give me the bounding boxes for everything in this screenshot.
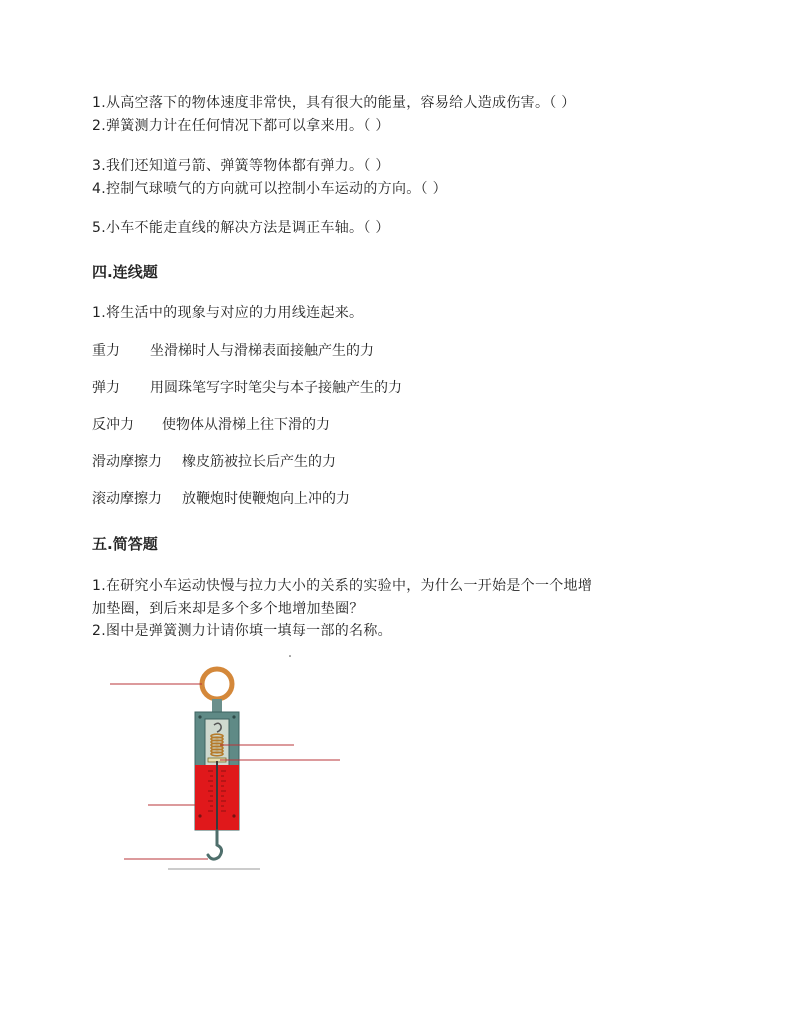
spring-scale-diagram — [100, 655, 360, 880]
force-label: 重力 — [92, 343, 120, 359]
short-answer-q1-line1: 1.在研究小车运动快慢与拉力大小的关系的实验中，为什么一开始是个一个地增 — [92, 578, 593, 594]
phenomenon-label: 坐滑梯时人与滑梯表面接触产生的力 — [150, 343, 374, 359]
matching-row — [92, 379, 402, 397]
ring-connector — [212, 699, 222, 713]
force-label: 滚动摩擦力 — [92, 491, 162, 507]
screw-icon — [198, 715, 201, 718]
screw-icon — [232, 715, 235, 718]
screw-icon — [198, 814, 201, 817]
hook-icon — [208, 831, 222, 859]
phenomenon-label: 使物体从滑梯上往下滑的力 — [162, 417, 330, 433]
force-label: 弹力 — [92, 380, 120, 396]
phenomenon-label: 放鞭炮时使鞭炮向上冲的力 — [182, 491, 350, 507]
phenomenon-label: 橡皮筋被拉长后产生的力 — [182, 454, 336, 470]
judgment-item-1: 1.从高空落下的物体速度非常快，具有很大的能量，容易给人造成伤害。（ ） — [92, 95, 576, 111]
stray-dot — [289, 655, 291, 657]
screw-icon — [232, 814, 235, 817]
force-label: 滑动摩擦力 — [92, 454, 162, 470]
matching-row — [92, 416, 330, 434]
judgment-item-5: 5.小车不能走直线的解决方法是调正车轴。（ ） — [92, 220, 390, 236]
judgment-item-4: 4.控制气球喷气的方向就可以控制小车运动的方向。（ ） — [92, 181, 447, 197]
section-heading-matching: 四.连线题 — [92, 263, 158, 281]
ring-icon — [202, 669, 232, 699]
phenomenon-label: 用圆珠笔写字时笔尖与本子接触产生的力 — [150, 380, 402, 396]
matching-row — [92, 342, 374, 360]
matching-prompt: 1.将生活中的现象与对应的力用线连起来。 — [92, 305, 364, 321]
judgment-item-2: 2.弹簧测力计在任何情况下都可以拿来用。（ ） — [92, 118, 390, 134]
force-label: 反冲力 — [92, 417, 134, 433]
short-answer-q2: 2.图中是弹簧测力计请你填一填每一部的名称。 — [92, 623, 392, 639]
short-answer-q1-line2: 加垫圈，到后来却是多个多个地增加垫圈？ — [92, 601, 364, 617]
section-heading-short-answer: 五.简答题 — [92, 535, 158, 553]
matching-row — [92, 490, 350, 508]
matching-row — [92, 453, 336, 471]
judgment-item-3: 3.我们还知道弓箭、弹簧等物体都有弹力。（ ） — [92, 158, 390, 174]
